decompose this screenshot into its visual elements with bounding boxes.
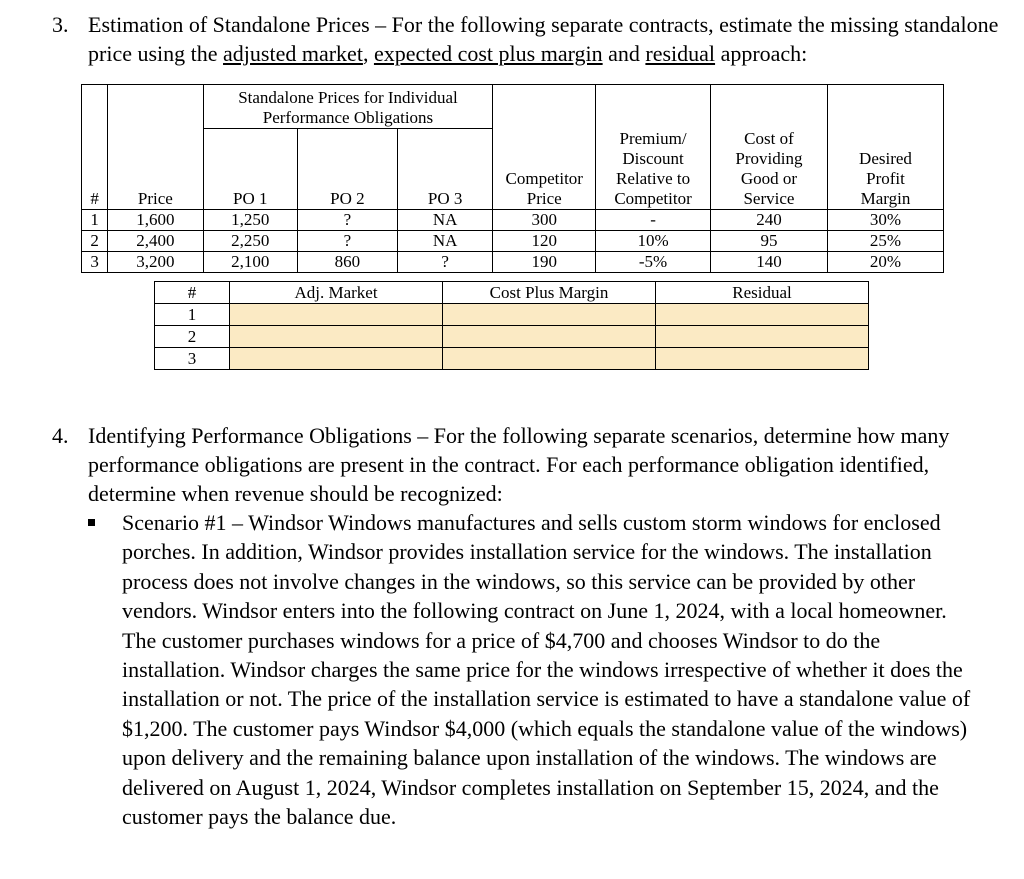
- header-competitor-top: [493, 85, 596, 129]
- answer-input-cost[interactable]: [443, 348, 656, 370]
- header-num-cell: [82, 85, 108, 129]
- answer-row-num: 3: [155, 348, 230, 370]
- table1-cell-price: 3,200: [108, 251, 203, 272]
- table1-cell-competitor: 120: [493, 230, 596, 251]
- table1-cell-price: 2,400: [108, 230, 203, 251]
- answer-table: [154, 281, 869, 370]
- answer-header-row: [155, 282, 869, 304]
- question-4-text: Identifying Performance Obligations – For the following separate scenarios, determine how many performance obligations are present in the contract. For each performance obligation identified, determine when revenue should be recognized:: [88, 423, 950, 506]
- table1-cell-po1: 2,250: [203, 230, 297, 251]
- answer-input-cost[interactable]: [443, 326, 656, 348]
- bullet-square-icon: [88, 519, 95, 526]
- table1-cell-po2: ?: [297, 230, 397, 251]
- answer-row: [155, 348, 869, 370]
- table1-cell-num: 2: [82, 230, 108, 251]
- q3-sep1: ,: [362, 41, 369, 66]
- adjusted-market-term: adjusted market: [223, 41, 363, 66]
- scenario-1-bullet: [88, 508, 978, 831]
- table1-cell-cost: 95: [710, 230, 827, 251]
- question-3: [52, 10, 1012, 68]
- table1-header-row: [82, 85, 944, 129]
- table1-cell-po2: ?: [297, 209, 397, 230]
- header-po3: PO 3: [397, 129, 492, 210]
- expected-cost-plus-margin-term: expected cost plus margin: [373, 41, 603, 66]
- standalone-prices-table: [81, 84, 944, 273]
- table1-cell-competitor: 300: [493, 209, 596, 230]
- table1-cell-price: 1,600: [108, 209, 203, 230]
- answer-input-cost[interactable]: [443, 304, 656, 326]
- answer-header-adj-market: Adj. Market: [230, 282, 443, 304]
- table1-cell-num: 1: [82, 209, 108, 230]
- question-4: [52, 421, 982, 508]
- table1-cell-po2: 860: [297, 251, 397, 272]
- q3-sep2: and: [608, 41, 640, 66]
- table1-cell-po1: 2,100: [203, 251, 297, 272]
- answer-header-residual: Residual: [656, 282, 869, 304]
- question-4-number: 4.: [52, 423, 69, 448]
- answer-input-residual[interactable]: [656, 348, 869, 370]
- table1-cell-po3: NA: [397, 209, 492, 230]
- table1-cell-po1: 1,250: [203, 209, 297, 230]
- answer-input-residual[interactable]: [656, 326, 869, 348]
- answer-input-adj[interactable]: [230, 326, 443, 348]
- table1-cell-premium: -: [596, 209, 711, 230]
- table1-cell-po3: NA: [397, 230, 492, 251]
- answer-input-adj[interactable]: [230, 304, 443, 326]
- table1-row: [82, 230, 944, 251]
- table1-cell-margin: 20%: [827, 251, 943, 272]
- header-premium: Premium/ Discount Relative to Competitor: [596, 129, 711, 210]
- question-3-text: [88, 10, 1012, 68]
- header-cost-top: [710, 85, 827, 129]
- q3-text-after: approach:: [720, 41, 808, 66]
- table1-cell-premium: -5%: [596, 251, 711, 272]
- answer-input-adj[interactable]: [230, 348, 443, 370]
- answer-row-num: 2: [155, 326, 230, 348]
- table1-cell-premium: 10%: [596, 230, 711, 251]
- po-group-header: Standalone Prices for Individual Performance Obligations: [203, 85, 493, 129]
- header-price: Price: [108, 129, 203, 210]
- answer-row: [155, 304, 869, 326]
- header-po1: PO 1: [203, 129, 297, 210]
- table1-cell-competitor: 190: [493, 251, 596, 272]
- table1-subheader-row: [82, 129, 944, 210]
- residual-term: residual: [645, 41, 716, 66]
- question-3-number: 3.: [52, 12, 69, 37]
- table1-row: [82, 251, 944, 272]
- table1-cell-margin: 25%: [827, 230, 943, 251]
- header-margin-top: [827, 85, 943, 129]
- table1-cell-margin: 30%: [827, 209, 943, 230]
- table1-row: [82, 209, 944, 230]
- header-num: #: [82, 129, 108, 210]
- header-price-top: [108, 85, 203, 129]
- answer-header-num: #: [155, 282, 230, 304]
- header-po2: PO 2: [297, 129, 397, 210]
- table1-cell-cost: 140: [710, 251, 827, 272]
- table1-cell-po3: ?: [397, 251, 492, 272]
- q3-text-before: Estimation of Standalone Prices – For the following separate contracts, estimate the missing standalone price using the: [88, 12, 999, 66]
- scenario-1-text: Scenario #1 – Windsor Windows manufactures and sells custom storm windows for enclosed porches. In addition, Windsor provides installation service for the windows. The installation process does not involve changes in the windows, so this service can be provided by other vendors. Windsor enters into the following contract on June 1, 2024, with a local homeowner. The customer purchases windows for a price of $4,700 and chooses Windsor to do the installation. Windsor charges the same price for the windows irrespective of whether it does the installation or not. The price of the installation service is estimated to have a standalone value of $1,200. The customer pays Windsor $4,000 (which equals the standalone value of the windows) upon delivery and the remaining balance upon installation of the windows. The windows are delivered on August 1, 2024, Windsor completes installation on September 15, 2024, and the customer pays the balance due.: [122, 510, 971, 830]
- table1-cell-num: 3: [82, 251, 108, 272]
- header-margin: Desired Profit Margin: [827, 129, 943, 210]
- header-premium-top: [596, 85, 711, 129]
- header-cost: Cost of Providing Good or Service: [710, 129, 827, 210]
- answer-header-cost-plus: Cost Plus Margin: [443, 282, 656, 304]
- header-competitor: Competitor Price: [493, 129, 596, 210]
- answer-row: [155, 326, 869, 348]
- answer-input-residual[interactable]: [656, 304, 869, 326]
- answer-row-num: 1: [155, 304, 230, 326]
- table1-cell-cost: 240: [710, 209, 827, 230]
